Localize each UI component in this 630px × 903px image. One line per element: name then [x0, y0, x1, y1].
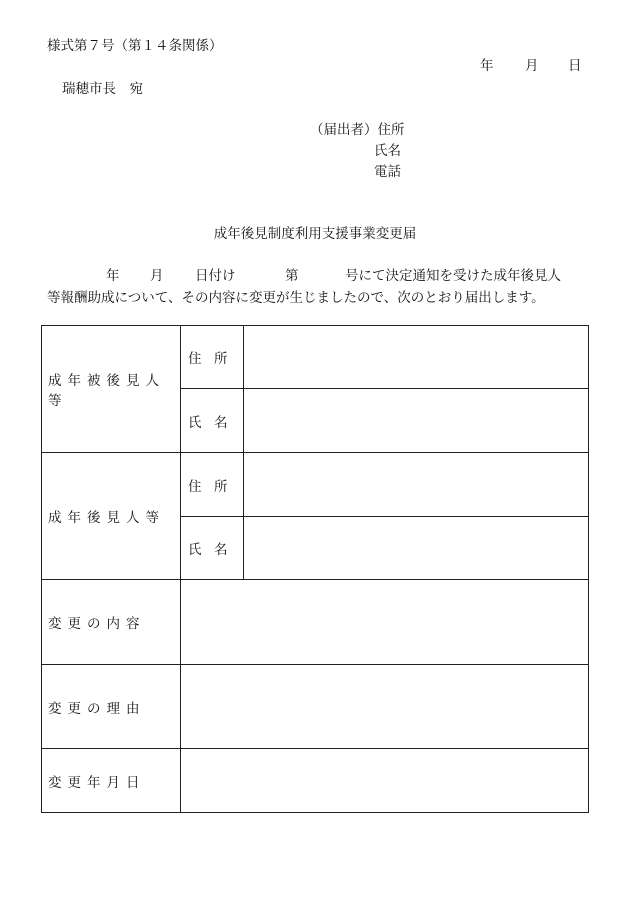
change-reason-label: 変更の理由 [42, 665, 181, 749]
applicant-name-label: 氏名 [374, 143, 401, 159]
ward-label: 成年被後見人等 [42, 326, 181, 453]
body-dated: 日付け [195, 268, 236, 284]
change-date-label: 変更年月日 [42, 749, 181, 813]
date-year-label: 年 [480, 58, 494, 74]
body-year: 年 [106, 268, 120, 284]
addressee: 瑞穂市長 宛 [62, 81, 143, 97]
body-line1-rest: 号にて決定通知を受けた成年後見人 [345, 268, 561, 284]
change-reason-field[interactable] [181, 665, 589, 749]
guardian-address-field[interactable] [244, 453, 589, 517]
ward-name-label: 氏 名 [181, 389, 244, 453]
applicant-phone-label: 電話 [374, 164, 401, 180]
change-content-label: 変更の内容 [42, 580, 181, 665]
body-text-line-2: 等報酬助成について、その内容に変更が生じましたので、次のとおり届出します。 [47, 290, 545, 306]
change-date-field[interactable] [181, 749, 589, 813]
date-month-label: 月 [525, 58, 539, 74]
ward-name-field[interactable] [244, 389, 589, 453]
applicant-address-label: 住所 [377, 122, 405, 138]
date-day-label: 日 [568, 58, 582, 74]
ward-address-field[interactable] [244, 326, 589, 389]
guardian-address-label: 住 所 [181, 453, 244, 517]
ward-address-label: 住 所 [181, 326, 244, 389]
change-content-field[interactable] [181, 580, 589, 665]
change-form-table [41, 325, 589, 813]
form-number: 様式第７号（第１４条関係） [47, 38, 223, 54]
guardian-name-label: 氏 名 [181, 517, 244, 580]
applicant-label: （届出者） [310, 122, 378, 138]
body-dai: 第 [285, 268, 299, 284]
body-month: 月 [150, 268, 164, 284]
guardian-name-field[interactable] [244, 517, 589, 580]
document-title: 成年後見制度利用支援事業変更届 [213, 226, 417, 242]
guardian-label: 成年後見人等 [42, 453, 181, 580]
